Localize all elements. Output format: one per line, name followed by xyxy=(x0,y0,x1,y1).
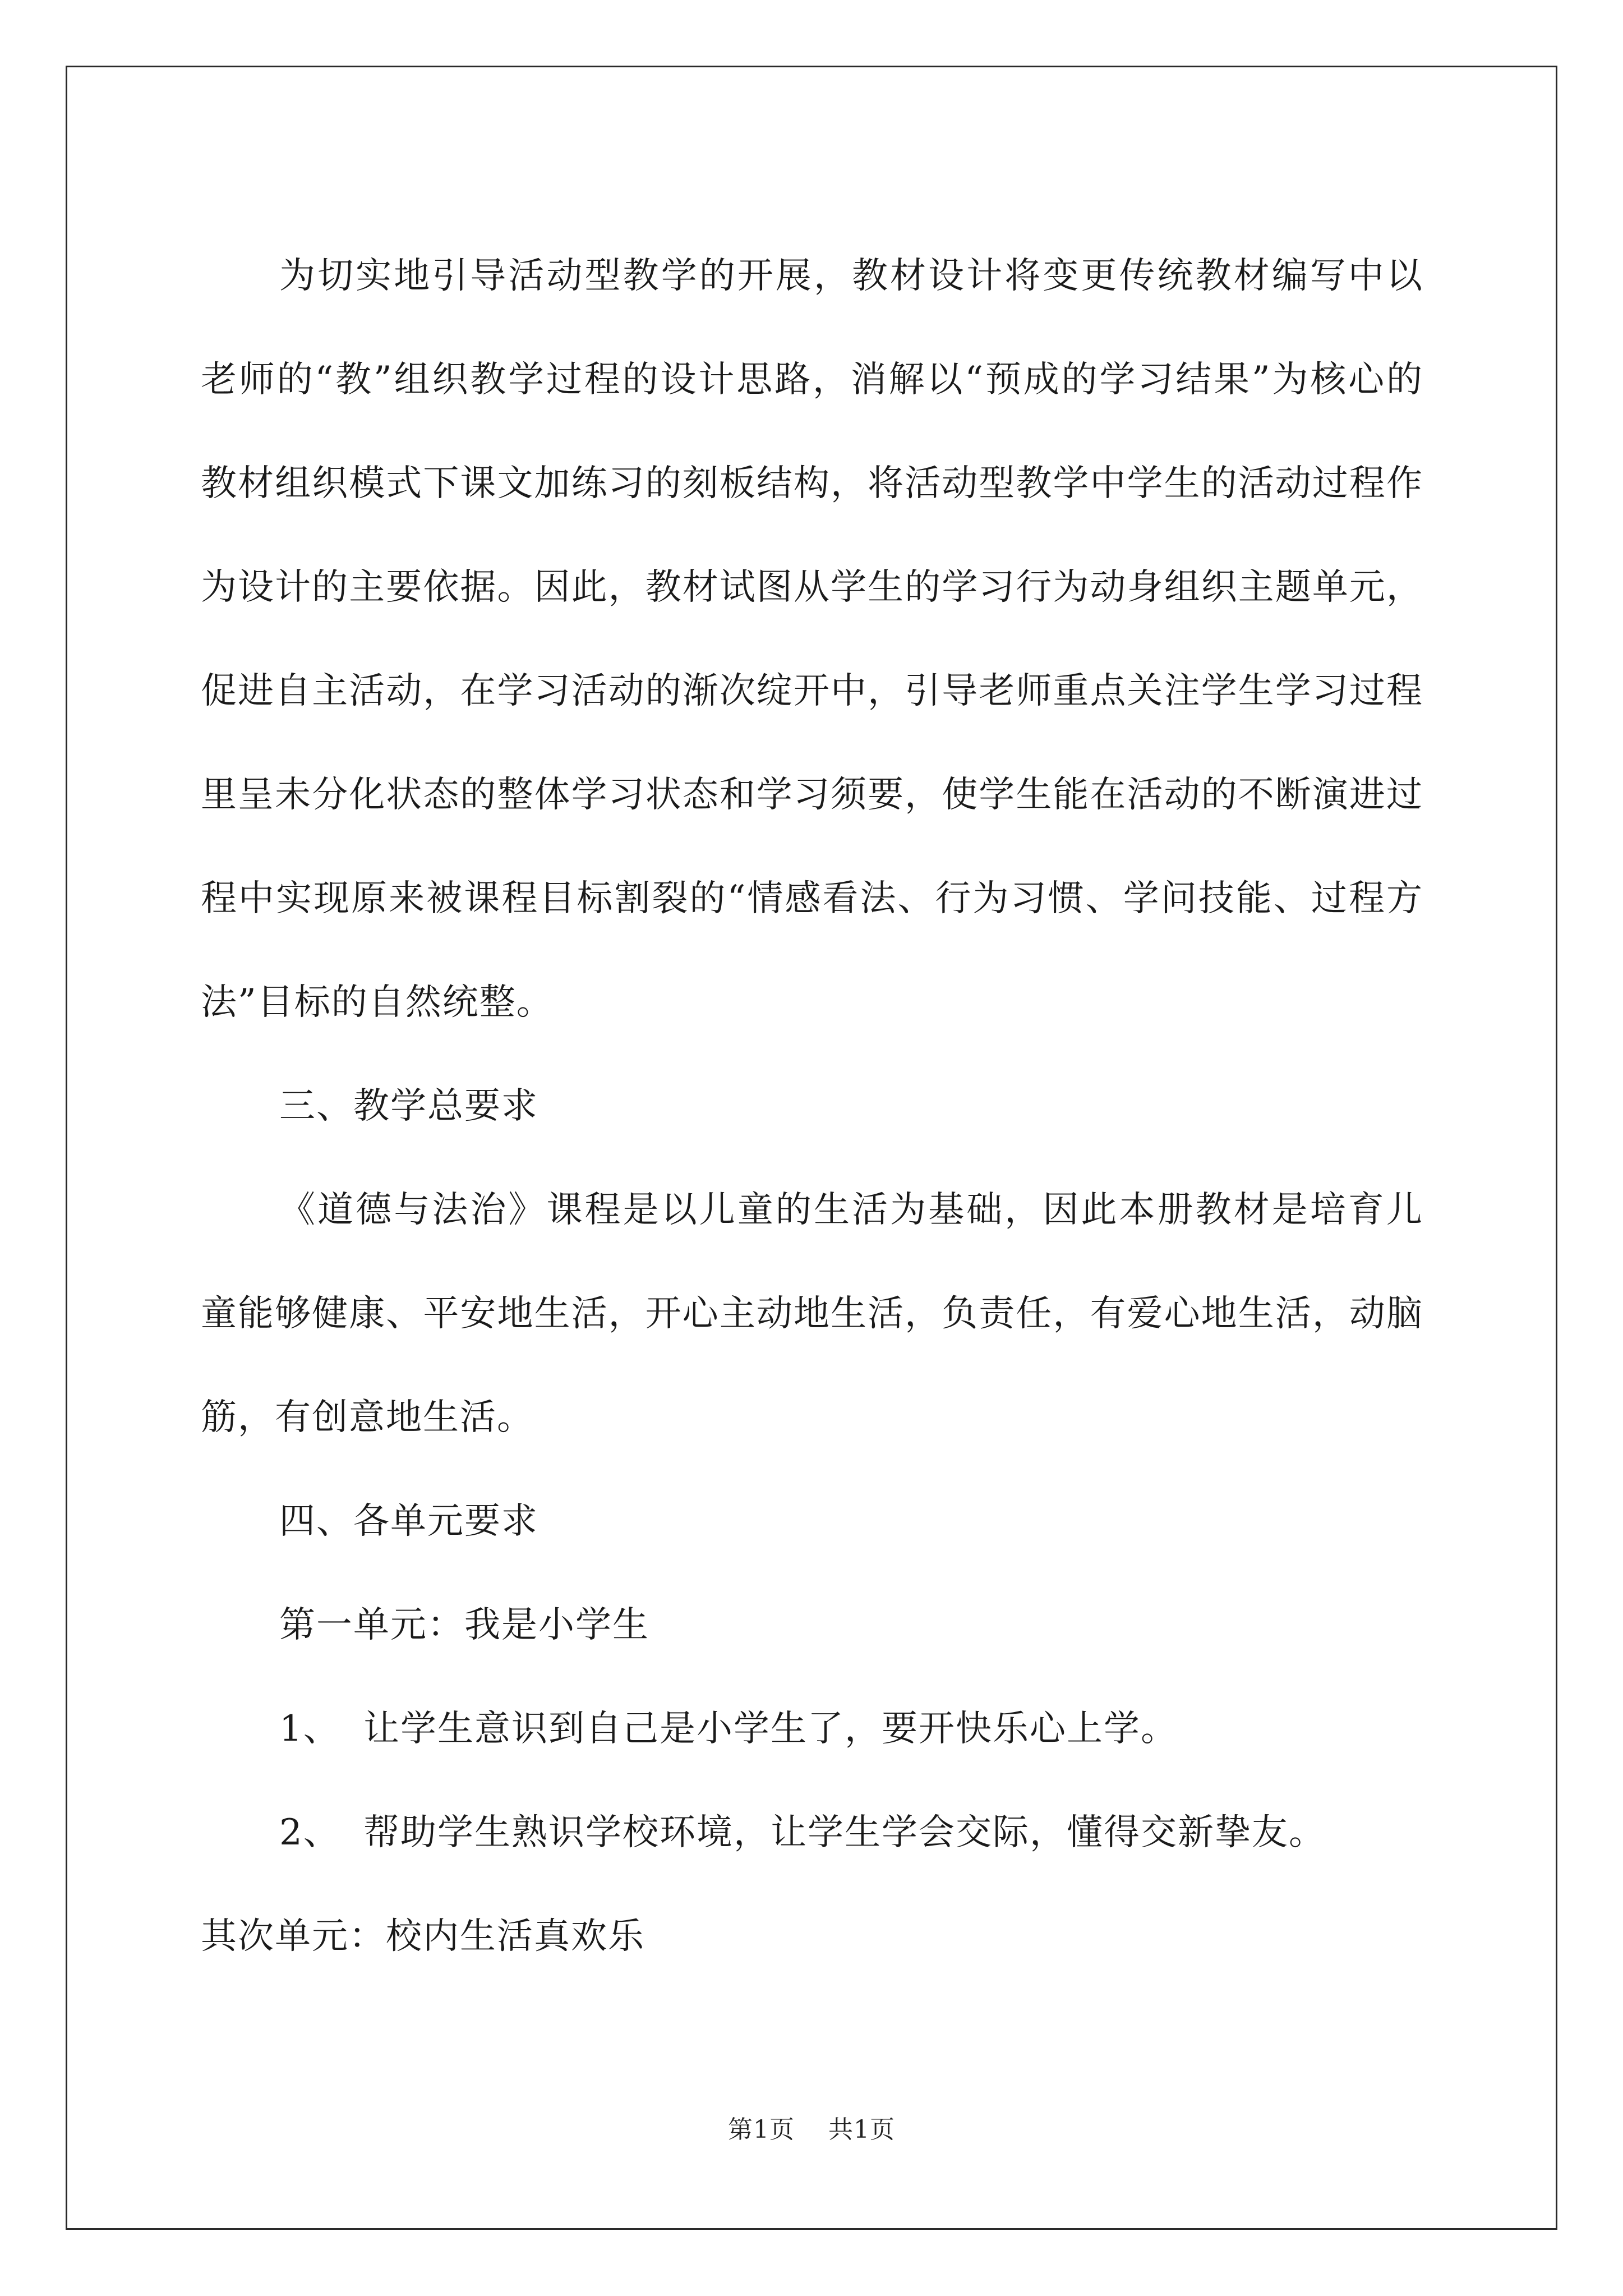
page-footer xyxy=(0,2109,1623,2145)
list-item-number: 2、 xyxy=(279,1812,340,1853)
paragraph-activity-teaching: 为切实地引导活动型教学的开展，教材设计将变更传统教材编写中以老师的“教”组织教学过程的设计思路，消解以“预成的学习结果”为核心的教材组织模式下课文加练习的刻板结构，将活动型教学中学生的活动过程作为设计的主要依据。因此，教材试图从学生的学习行为动身组织主题单元，促进自主活动，在学习活动的渐次绽开中，引导老师重点关注学生学习过程里呈未分化状态的整体学习状态和学习须要，使学生能在活动的不断演进过程中实现原来被课程目标割裂的“情感看法、行为习惯、学问技能、过程方法”目标的自然统整。 xyxy=(201,255,1423,1023)
unit-one-heading: 第一单元：我是小学生 xyxy=(279,1604,649,1646)
page-total: 共1页 xyxy=(828,2115,895,2144)
unit-two-heading: 其次单元：校内生活真欢乐 xyxy=(201,1916,645,1957)
list-item xyxy=(201,1781,1423,1885)
list-item xyxy=(201,1677,1423,1781)
list-item-text: 让学生意识到自己是小学生了，要开快乐心上学。 xyxy=(363,1708,1178,1750)
section-heading-unit-requirements: 四、各单元要求 xyxy=(279,1501,538,1542)
page-number: 第1页 xyxy=(728,2115,795,2144)
list-item-text: 帮助学生熟识学校环境，让学生学会交际，懂得交新挚友。 xyxy=(363,1812,1326,1853)
section-heading-teaching-requirements: 三、教学总要求 xyxy=(279,1085,538,1127)
document-body xyxy=(201,224,1423,1989)
list-item-number: 1、 xyxy=(279,1708,340,1750)
paragraph-course-goal: 《道德与法治》课程是以儿童的生活为基础，因此本册教材是培育儿童能够健康、平安地生活，开心主动地生活，负责任，有爱心地生活，动脑筋，有创意地生活。 xyxy=(201,1189,1423,1438)
